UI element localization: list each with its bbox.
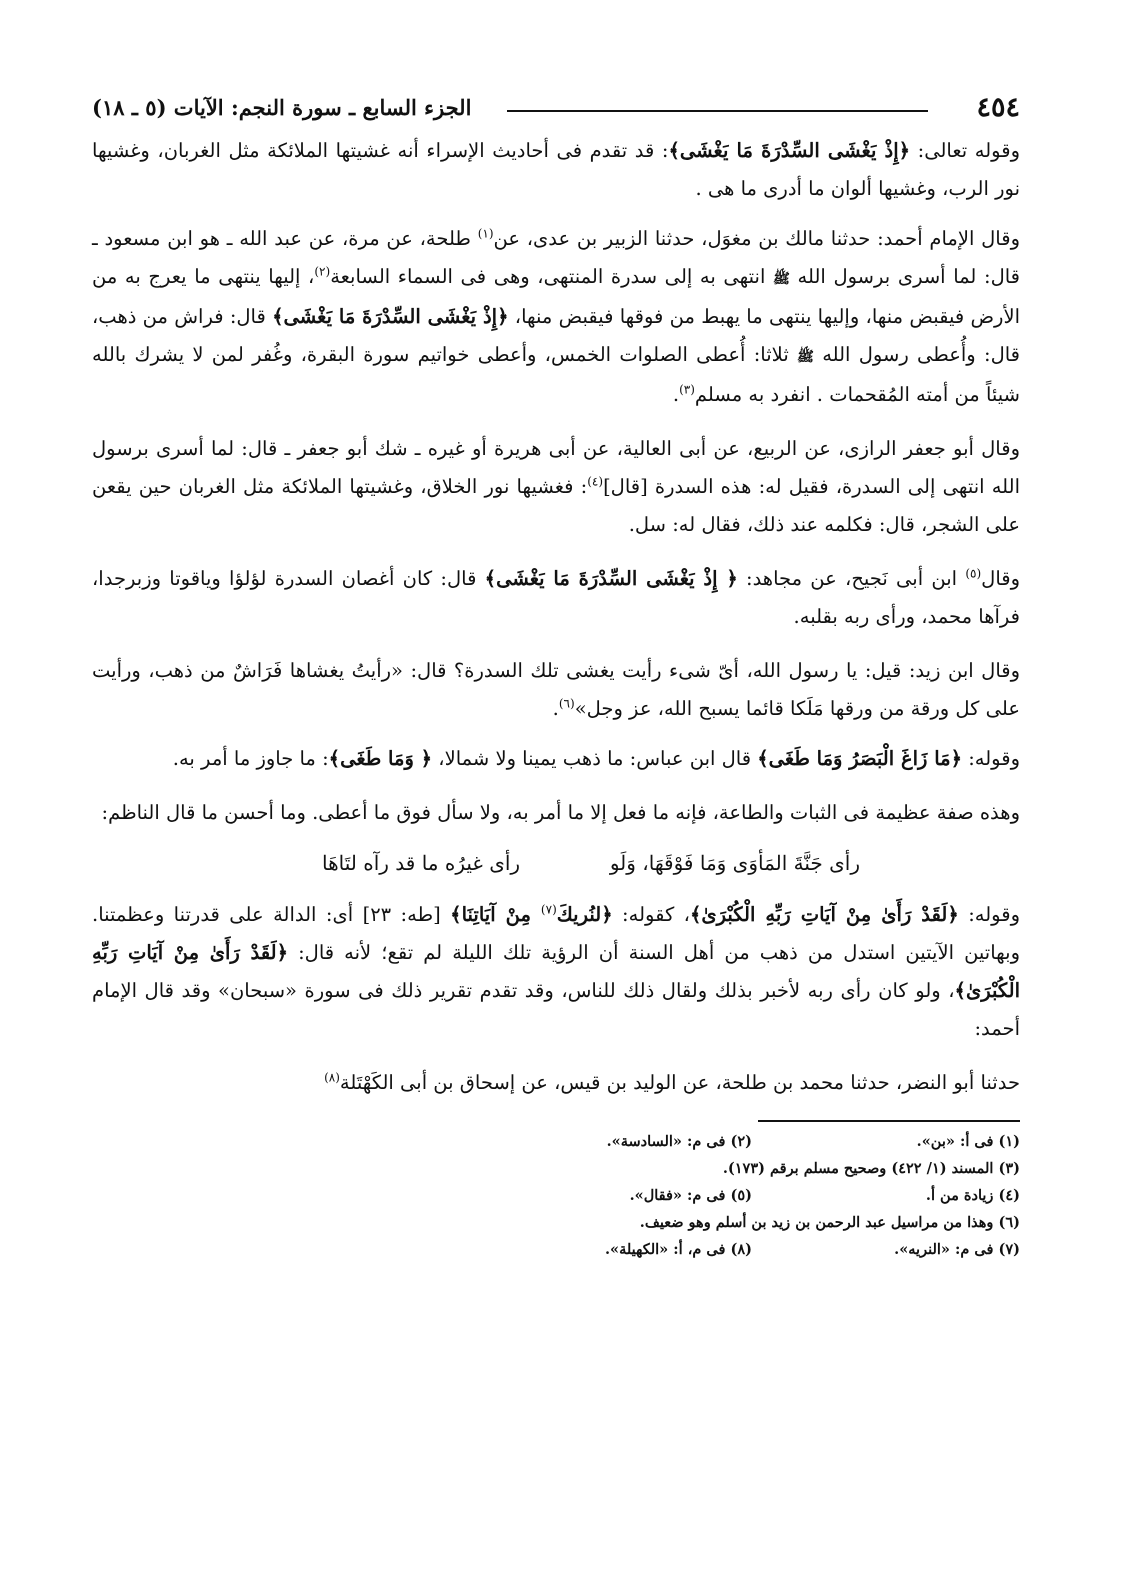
footnote-2: (٢) فى م: «السادسة».: [606, 1133, 752, 1150]
paragraph-6: [92, 740, 1020, 778]
text-run: : ما جاوز ما أمر به.: [172, 747, 329, 770]
quran-verse: ﴿ وَمَا طَغَى﴾: [328, 747, 433, 770]
footnote-line: [92, 1155, 1020, 1182]
poem-first-hemistich: رأى جَنَّةَ المَأوَى وَمَا فَوْقَهَا، وَلَو: [609, 851, 860, 875]
text-run: ثلاثا: أُعطى الصلوات الخمس، وأعطى خواتيم سورة البقرة، وغُفر لمن لا يشرك بالله شيئاً من أمته المُقحمات . انفرد به مسلم: [92, 343, 1020, 406]
text-run: : فغشيها نور الخلاق، وغشيتها الملائكة مثل الغربان حين يقعن على الشجر، قال: فكلمه عند ذلك، فقال له: سل.: [92, 475, 1020, 536]
poem-verse: [92, 844, 1020, 890]
text-run: .: [672, 383, 680, 406]
book-page: [92, 88, 1020, 1263]
footnote-6: (٦) وهذا من مراسيل عبد الرحمن بن زيد بن أسلم وهو ضعيف.: [639, 1214, 1020, 1231]
paragraph-8: [92, 896, 1020, 1048]
text-run: .: [552, 697, 559, 720]
text-run: وقال ابن زيد: قيل: يا رسول الله، أىّ شىء رأيت يغشى تلك السدرة؟ قال: «رأيتُ يغشاها فَرَاشٌ من ذهب، ورأيت على كل ورقة من ورقها مَلَكا قائما يسبح الله، عز وجل»: [92, 659, 1020, 720]
text-run: ، ولو كان رأى ربه لأخبر بذلك ولقال ذلك للناس، وقد تقدم تقرير ذلك فى سورة «سبحان» وقد قال الإمام أحمد:: [92, 979, 1020, 1040]
text-run: انتهى به إلى سدرة المنتهى، وهى فى السماء السابعة: [330, 265, 774, 288]
text-run: قال: كان أغصان السدرة لؤلؤا وياقوتا وزبرجدا، فرآها محمد، ورأى ربه بقلبه.: [92, 567, 1020, 628]
footnote-ref-4[interactable]: (٤): [587, 474, 604, 489]
footnote-8: (٨) فى م، أ: «الكهيلة».: [604, 1241, 752, 1258]
running-title: الجزء السابع ـ سورة النجم: الآيات (٥ ـ ١٨): [92, 95, 472, 120]
paragraph-7: [92, 794, 1020, 832]
footnote-3: (٣) المسند (١/ ٤٢٢) وصحيح مسلم برقم (١٧٣).: [722, 1160, 1020, 1177]
footnote-line: [92, 1209, 1020, 1236]
footnote-line: [92, 1182, 1020, 1209]
paragraph-4: [92, 560, 1020, 636]
text-run: وقال الإمام أحمد: حدثنا مالك بن مغوَل، حدثنا الزبير بن عدى، عن: [493, 227, 1020, 250]
footnote-ref-5[interactable]: (٥): [965, 566, 982, 581]
text-run: ابن أبى نَجيح، عن مجاهد:: [737, 567, 966, 590]
text-run: ، إليها ينتهى ما يعرج به من الأرض فيقبض منها، وإليها ينتهى ما يهبط من فوقها فيقبض منها،: [92, 265, 1020, 328]
text-run: ، كقوله:: [612, 903, 690, 926]
honorific-ligature: ﷺ: [797, 349, 814, 365]
footnote-line: [92, 1236, 1020, 1263]
poem-second-hemistich: رأى غيرُه ما قد رآه لتَاهَا: [322, 851, 521, 875]
page-number: ٤٥٤: [976, 92, 1020, 123]
text-run: قال: فراش من ذهب، قال: وأُعطى رسول الله: [92, 305, 1020, 366]
paragraph-2: [92, 220, 1020, 414]
text-run: طلحة، عن مرة، عن عبد الله ـ هو ابن مسعود ـ قال: لما أسرى برسول الله: [92, 227, 1020, 288]
honorific-ligature: ﷺ: [773, 271, 790, 287]
text-run: وقال: [981, 567, 1021, 590]
footnote-rule: [758, 1120, 1020, 1122]
text-run: قال ابن عباس: ما ذهب يمينا ولا شمالا،: [432, 747, 758, 770]
quran-verse: ﴿لَقَدْ رَأَىٰ مِنْ آيَاتِ رَبِّهِ الْكُبْرَىٰ﴾: [92, 941, 1020, 1002]
text-run: [طه: ٢٣] أى: الدالة على قدرتنا وعظمتنا. وبهاتين الآيتين استدل من ذهب من أهل السنة أن الرؤية تلك الليلة لم تقع؛ لأنه قال:: [92, 903, 1021, 964]
footnote-ref-1[interactable]: (١): [477, 226, 494, 241]
footnote-ref-2[interactable]: (٢): [314, 264, 331, 279]
footnote-4: (٤) زيادة من أ.: [925, 1187, 1020, 1204]
text-run: وقوله:: [962, 747, 1020, 770]
text-run: وقوله تعالى:: [910, 139, 1020, 162]
page-header: [92, 88, 1020, 132]
text-run: حدثنا أبو النضر، حدثنا محمد بن طلحة، عن الوليد بن قيس، عن إسحاق بن أبى الكَهْتَلة: [339, 1071, 1020, 1094]
text-run: وهذه صفة عظيمة فى الثبات والطاعة، فإنه ما فعل إلا ما أمر به، ولا سأل فوق ما أعطى. وما أحسن ما قال الناظم:: [101, 801, 1020, 824]
footnote-line: [92, 1128, 1020, 1155]
text-run: وقال أبو جعفر الرازى، عن الربيع، عن أبى العالية، عن أبى هريرة أو غيره ـ شك أبو جعفر ـ قال: لما أسرى برسول الله انتهى إلى السدرة، فقيل له: هذه السدرة [قال]: [92, 437, 1021, 498]
footnote-ref-3[interactable]: (٣): [679, 382, 695, 397]
text-run: : قد تقدم فى أحاديث الإسراء أنه غشيتها الملائكة مثل الغربان، وغشيها نور الرب، وغشيها ألوان ما أدرى ما هى .: [92, 139, 1020, 200]
footnote-1: (١) فى أ: «بن».: [916, 1133, 1020, 1150]
quran-verse: ﴿إِذْ يَغْشَى السِّدْرَةَ مَا يَغْشَى﴾: [668, 139, 911, 162]
quran-verse: مِنْ آيَاتِنَا﴾: [450, 903, 541, 926]
paragraph-9: [92, 1064, 1020, 1102]
footnote-ref-7[interactable]: (٧): [540, 902, 557, 917]
footnote-ref-8[interactable]: (٨): [324, 1070, 340, 1085]
footnote-ref-6[interactable]: (٦): [558, 696, 575, 711]
paragraph-3: [92, 430, 1020, 544]
paragraph-5: [92, 652, 1020, 728]
header-rule: [507, 110, 928, 112]
quran-verse: ﴿لنُريكَ: [556, 903, 613, 926]
quran-verse: ﴿لَقَدْ رَأَىٰ مِنْ آيَاتِ رَبِّهِ الْكُبْرَىٰ﴾: [689, 903, 959, 926]
quran-verse: ﴿إِذْ يَغْشَى السِّدْرَةَ مَا يَغْشَى﴾: [272, 305, 509, 328]
text-run: وقوله:: [958, 903, 1020, 926]
footnote-5: (٥) فى م: «فقال».: [629, 1187, 752, 1204]
footnote-7: (٧) فى م: «النريه».: [894, 1241, 1020, 1258]
footnotes: [92, 1128, 1020, 1263]
quran-verse: ﴿ إِذْ يَغْشَى السِّدْرَةَ مَا يَغْشَى﴾: [484, 567, 738, 590]
quran-verse: ﴿مَا زَاغَ الْبَصَرُ وَمَا طَغَى﴾: [757, 747, 963, 770]
paragraph-1: [92, 132, 1020, 208]
